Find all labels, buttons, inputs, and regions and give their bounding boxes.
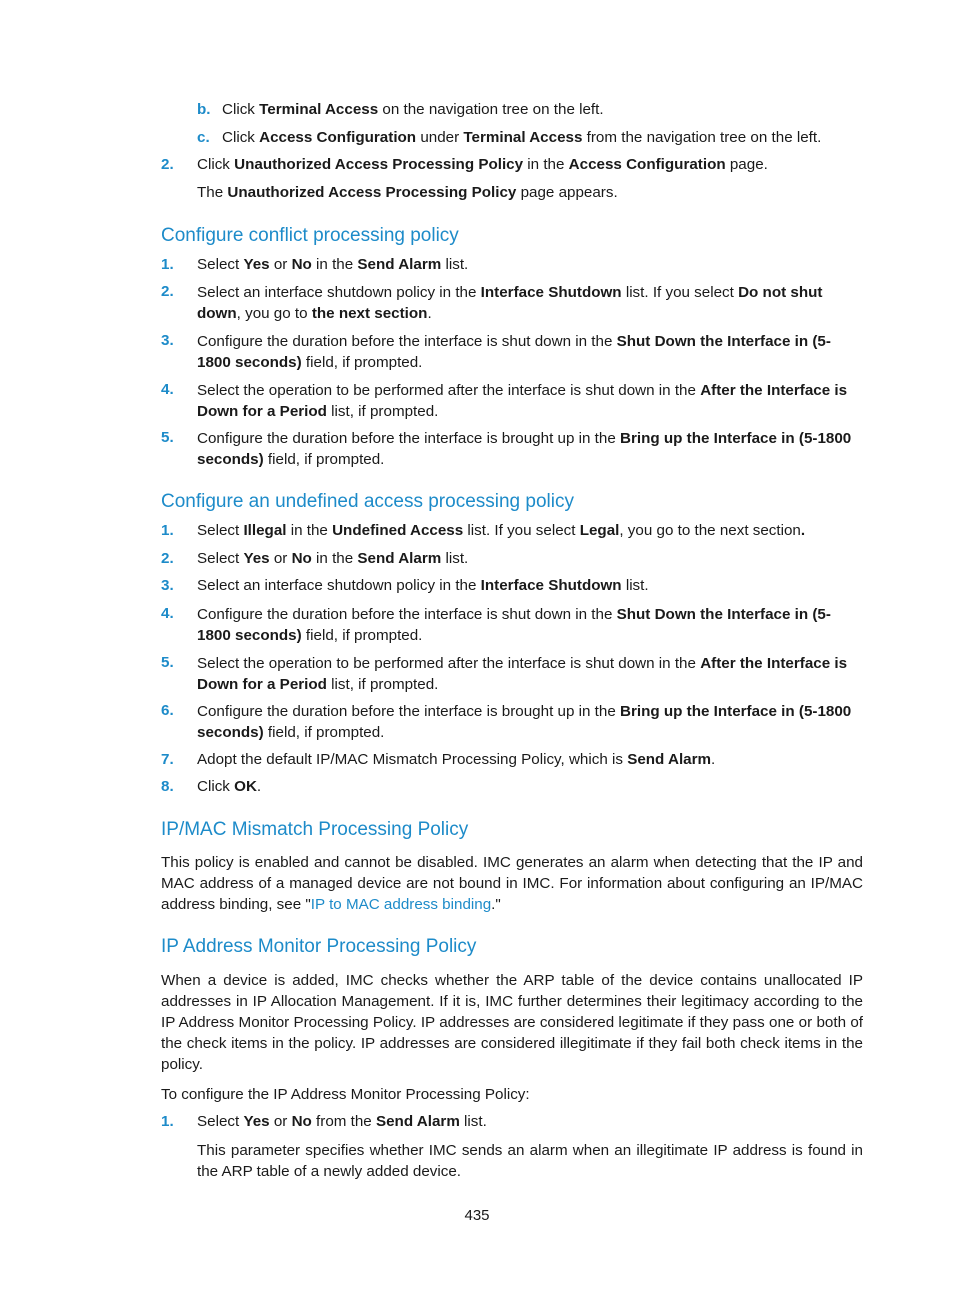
text-run: Configure the duration before the interface is shut down in the — [197, 333, 617, 350]
step-b-text — [222, 100, 604, 120]
bold-term: the next section — [311, 305, 428, 322]
s2-item3-text — [197, 576, 649, 596]
s4-item1-number: 1. — [161, 1113, 174, 1130]
s1-item3-number: 3. — [161, 332, 174, 349]
bold-term: Interface Shutdown — [480, 577, 622, 594]
text-run: page appears. — [516, 184, 618, 201]
text-run: from the — [311, 1113, 376, 1130]
text-run: on the navigation tree on the left. — [378, 101, 604, 118]
bold-term: After the Interface is Down for a Period — [197, 655, 848, 693]
bold-term: Access Configuration — [568, 156, 726, 173]
step-2-number: 2. — [161, 156, 174, 173]
text-run: Configure the duration before the interface is brought up in the — [197, 703, 620, 720]
text-run: in the — [523, 156, 569, 173]
bold-term: Undefined Access — [332, 522, 464, 539]
s1-item3-text — [197, 331, 863, 373]
s2-item8-text — [197, 777, 261, 797]
text-run: Adopt the default IP/MAC Mismatch Processing Policy, which is — [197, 751, 628, 768]
ipmac-paragraph-end: ." — [491, 896, 501, 913]
text-run: , you go to the next section — [619, 522, 801, 539]
text-run: Select — [197, 1113, 244, 1130]
text-run: Select the operation to be performed after the interface is shut down in the — [197, 655, 701, 672]
s1-item2-number: 2. — [161, 283, 174, 300]
s1-item5-text — [197, 428, 863, 470]
text-run: in the — [286, 522, 333, 539]
bold-term: No — [291, 1113, 312, 1130]
s2-item5-text — [197, 653, 863, 695]
text-run: field, if prompted. — [301, 354, 423, 371]
text-run: in the — [311, 550, 358, 567]
text-run: Select — [197, 522, 244, 539]
text-run: page. — [725, 156, 768, 173]
bold-term: Shut Down the Interface in (5-1800 seconds) — [197, 606, 831, 644]
s2-item1-text — [197, 521, 805, 541]
text-run: from the navigation tree on the left. — [582, 129, 822, 146]
bold-term: Shut Down the Interface in (5-1800 seconds) — [197, 333, 831, 371]
bold-term: Send Alarm — [357, 256, 442, 273]
step-b-number: b. — [197, 101, 211, 118]
ipmac-paragraph-text: This policy is enabled and cannot be disabled. IMC generates an alarm when detecting that the IP and MAC address of a managed device are not bound in IMC. For information about configuring an IP/MAC address binding, see " — [161, 854, 863, 913]
ip-monitor-paragraph: When a device is added, IMC checks whether the ARP table of the device contains unallocated IP addresses in IP Allocation Management. If it is, IMC further determines their legitimacy according to the IP Address Monitor Processing Policy. IP addresses are considered legitimate if they pass one or both of the check items in the policy. IP addresses are considered illegitimate if they fail both check items in the policy. — [161, 972, 863, 1073]
text-run: list, if prompted. — [326, 676, 439, 693]
bold-term: Send Alarm — [627, 751, 712, 768]
bold-term: Unauthorized Access Processing Policy — [234, 156, 524, 173]
text-run: Click — [222, 101, 260, 118]
text-run: Configure the duration before the interface is brought up in the — [197, 430, 620, 447]
s1-item1-text — [197, 255, 468, 275]
text-run: , you go to — [236, 305, 312, 322]
bold-term: Unauthorized Access Processing Policy — [227, 184, 517, 201]
text-run: list. — [459, 1113, 487, 1130]
text-run: . — [256, 778, 262, 795]
section-heading-undefined: Configure an undefined access processing policy — [161, 491, 574, 512]
s2-item5-number: 5. — [161, 654, 174, 671]
s1-item5-number: 5. — [161, 429, 174, 446]
s2-item6-number: 6. — [161, 702, 174, 719]
page-number: 435 — [464, 1207, 490, 1224]
s2-item3-number: 3. — [161, 577, 174, 594]
bold-term: . — [800, 522, 806, 539]
bold-term: Send Alarm — [357, 550, 442, 567]
bold-term: Terminal Access — [259, 101, 379, 118]
text-run: Click — [222, 129, 260, 146]
bold-term: After the Interface is Down for a Period — [197, 382, 848, 420]
text-run: Click — [197, 156, 235, 173]
bold-term: Bring up the Interface in (5-1800 seconds) — [197, 703, 852, 741]
text-run: list, if prompted. — [326, 403, 439, 420]
text-run: Configure the duration before the interface is shut down in the — [197, 606, 617, 623]
step-2-result — [197, 183, 618, 203]
bold-term: Yes — [243, 256, 270, 273]
step-c-number: c. — [197, 129, 210, 146]
text-run: Select — [197, 256, 244, 273]
bold-term: Yes — [243, 550, 270, 567]
text-run: field, if prompted. — [301, 627, 423, 644]
s1-item1-number: 1. — [161, 256, 174, 273]
text-run: Select an interface shutdown policy in the — [197, 284, 481, 301]
s1-item4-text — [197, 380, 863, 422]
text-run: or — [269, 550, 292, 567]
step-2-text — [197, 155, 768, 175]
text-run: list. If you select — [621, 284, 739, 301]
bold-term: Bring up the Interface in (5-1800 seconds) — [197, 430, 852, 468]
s2-item4-number: 4. — [161, 605, 174, 622]
s2-item1-number: 1. — [161, 522, 174, 539]
s2-item4-text — [197, 604, 863, 646]
section-heading-conflict: Configure conflict processing policy — [161, 225, 459, 246]
text-run: Select an interface shutdown policy in the — [197, 577, 481, 594]
bold-term: Legal — [579, 522, 620, 539]
text-run: list. — [441, 256, 469, 273]
bold-term: No — [291, 256, 312, 273]
s4-item1-note: This parameter specifies whether IMC sends an alarm when an illegitimate IP address is found in the ARP table of a newly added device. — [197, 1142, 863, 1180]
ipmac-paragraph — [161, 852, 863, 915]
bold-term: Send Alarm — [375, 1113, 460, 1130]
s1-item2-text — [197, 282, 863, 324]
bold-term: Illegal — [243, 522, 287, 539]
bold-term: No — [291, 550, 312, 567]
bold-term: Terminal Access — [463, 129, 583, 146]
text-run: Select — [197, 550, 244, 567]
text-run: Click — [197, 778, 235, 795]
step-c-text — [222, 128, 821, 148]
text-run: list. — [621, 577, 649, 594]
s2-item8-number: 8. — [161, 778, 174, 795]
ip-monitor-intro: To configure the IP Address Monitor Processing Policy: — [161, 1086, 530, 1103]
bold-term: OK — [234, 778, 257, 795]
text-run: field, if prompted. — [263, 451, 385, 468]
s4-item1-text — [197, 1112, 487, 1132]
bold-term: Yes — [243, 1113, 270, 1130]
text-run: field, if prompted. — [263, 724, 385, 741]
s1-item4-number: 4. — [161, 381, 174, 398]
section-heading-ipmac: IP/MAC Mismatch Processing Policy — [161, 819, 469, 840]
s2-item6-text — [197, 701, 863, 743]
s2-item7-text — [197, 750, 715, 770]
bold-term: Access Configuration — [259, 129, 417, 146]
text-run: . — [711, 751, 716, 768]
text-run: The — [197, 184, 228, 201]
ip-to-mac-binding-link[interactable]: IP to MAC address binding — [310, 896, 492, 913]
bold-term: Do not shut down — [197, 284, 823, 322]
text-run: or — [269, 256, 292, 273]
text-run: list. If you select — [463, 522, 580, 539]
text-run: in the — [311, 256, 358, 273]
section-heading-ip-monitor: IP Address Monitor Processing Policy — [161, 936, 477, 957]
text-run: Select the operation to be performed after the interface is shut down in the — [197, 382, 701, 399]
text-run: . — [427, 305, 432, 322]
s2-item7-number: 7. — [161, 751, 174, 768]
text-run: or — [269, 1113, 292, 1130]
s2-item2-number: 2. — [161, 550, 174, 567]
text-run: under — [416, 129, 464, 146]
text-run: list. — [441, 550, 469, 567]
s2-item2-text — [197, 549, 468, 569]
bold-term: Interface Shutdown — [480, 284, 622, 301]
